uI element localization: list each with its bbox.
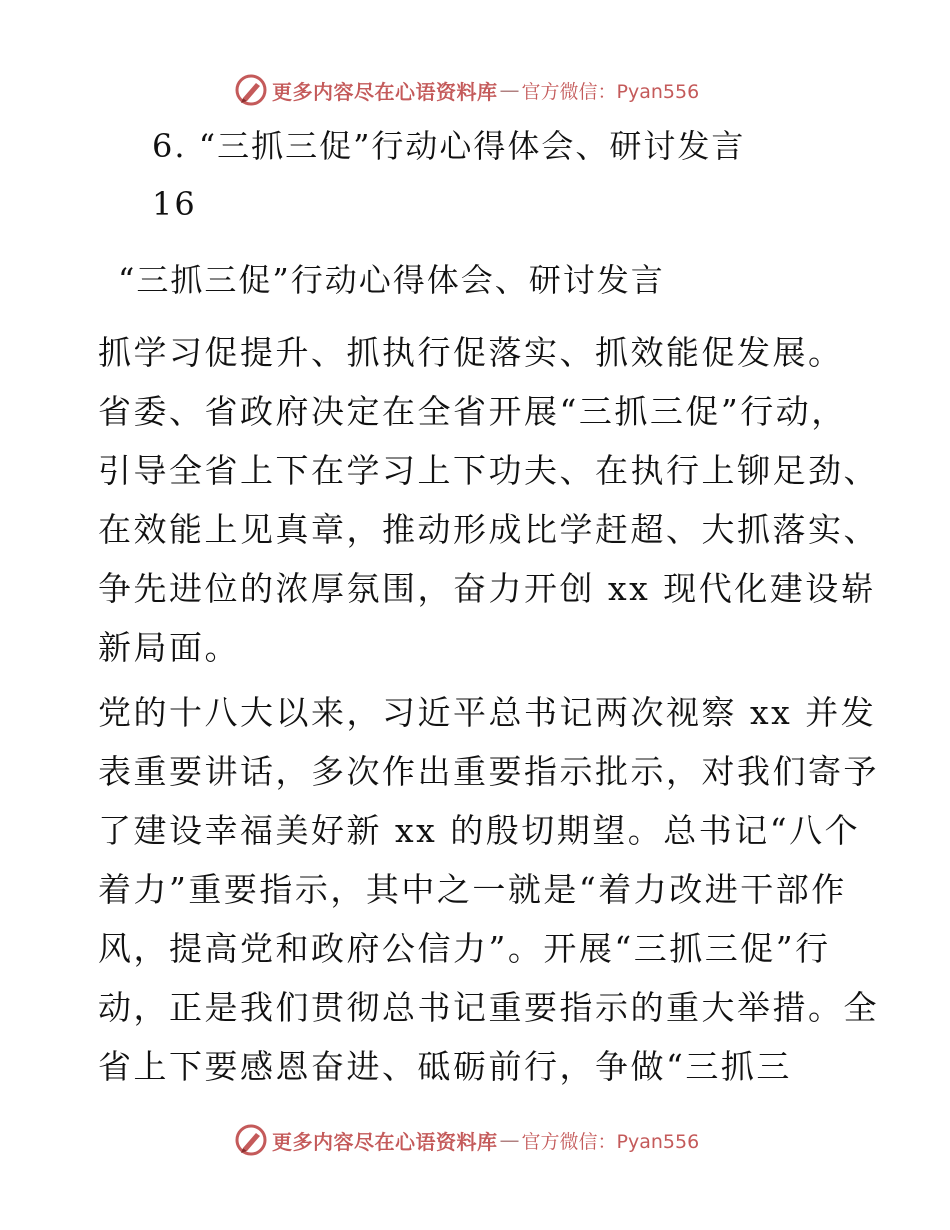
paragraph-line: 党的十八大以来，习近平总书记两次视察 xx 并发 xyxy=(98,693,877,732)
pen-logo-icon xyxy=(234,1123,268,1157)
document-title: “三抓三促”行动心得体会、研讨发言 xyxy=(118,261,665,299)
paragraph-line: 争先进位的浓厚氛围，奋力开创 xx 现代化建设崭 xyxy=(98,569,877,608)
paragraph-line: 省委、省政府决定在全省开展“三抓三促”行动， xyxy=(98,392,847,431)
header-watermark xyxy=(234,70,699,110)
paragraph-line: 了建设幸福美好新 xx 的殷切期望。总书记“八个 xyxy=(98,811,861,850)
watermark-wechat-text: 官方微信：Pyan556 xyxy=(521,80,700,103)
toc-entry-page-number: 16 xyxy=(152,185,197,223)
footer-watermark xyxy=(234,1120,699,1160)
paragraph-line: 抓学习促提升、抓执行促落实、抓效能促发展。 xyxy=(98,333,844,372)
paragraph-line: 表重要讲话，多次作出重要指示批示，对我们寄予 xyxy=(98,752,879,791)
paragraph-line: 新局面。 xyxy=(98,628,240,667)
paragraph-line: 省上下要感恩奋进、砥砺前行，争做“三抓三 xyxy=(98,1047,792,1086)
watermark-wechat-text: 官方微信：Pyan556 xyxy=(521,1130,700,1153)
watermark-brand-text: 更多内容尽在心语资料库 xyxy=(272,79,498,104)
paragraph-1 xyxy=(98,323,879,677)
pen-logo-icon xyxy=(234,73,268,107)
watermark-dash: — xyxy=(499,1128,520,1152)
toc-entry-title: 6. “三抓三促”行动心得体会、研讨发言 xyxy=(152,127,746,165)
paragraph-line: 引导全省上下在学习上下功夫、在执行上铆足劲、 xyxy=(98,451,879,490)
paragraph-line: 动，正是我们贯彻总书记重要指示的重大举措。全 xyxy=(98,988,879,1027)
paragraph-line: 风，提高党和政府公信力”。开展“三抓三促”行 xyxy=(98,929,831,968)
paragraph-line: 在效能上见真章，推动形成比学赶超、大抓落实、 xyxy=(98,510,879,549)
watermark-brand-text: 更多内容尽在心语资料库 xyxy=(272,1129,498,1154)
paragraph-2 xyxy=(98,683,879,1096)
watermark-dash: — xyxy=(499,78,520,102)
paragraph-line: 着力”重要指示，其中之一就是“着力改进干部作 xyxy=(98,870,847,909)
